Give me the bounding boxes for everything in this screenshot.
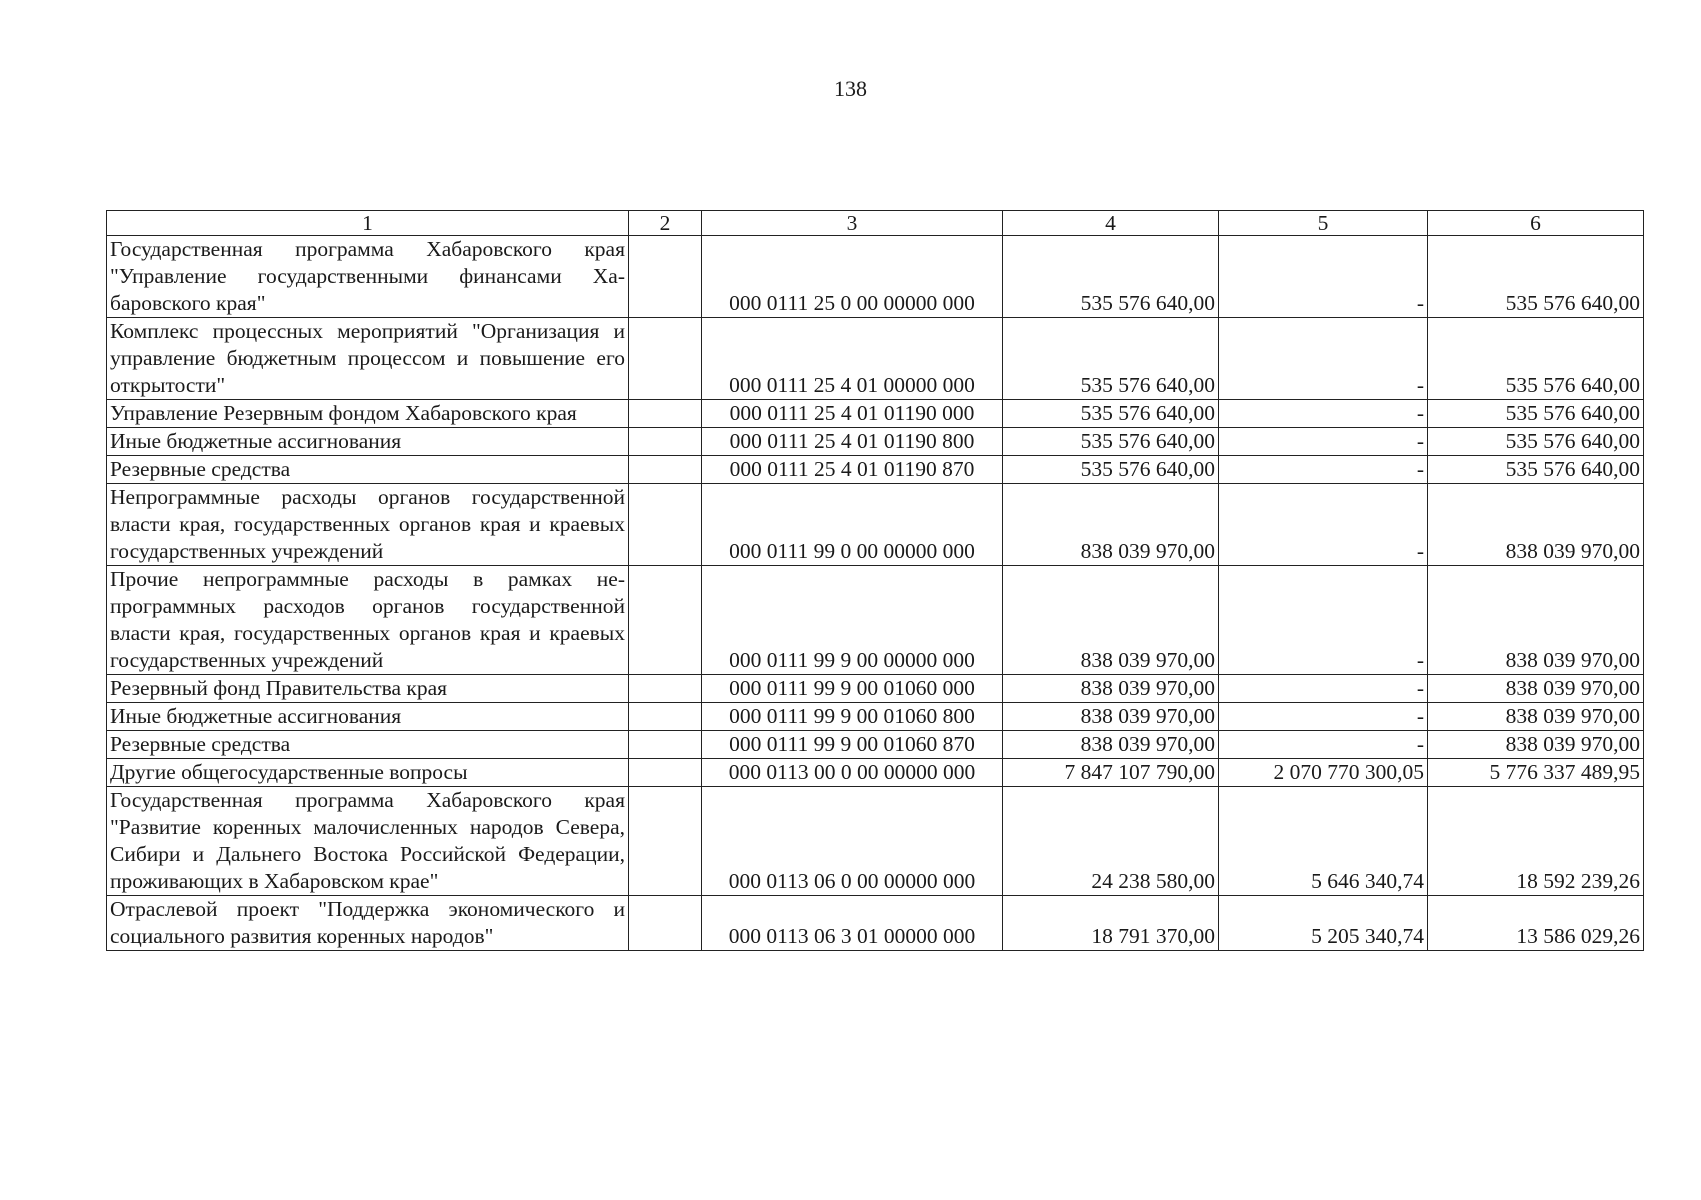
row-col5-cell: - [1219, 675, 1428, 703]
row-col6-cell: 5 776 337 489,95 [1428, 759, 1644, 787]
row-col6-cell: 838 039 970,00 [1428, 566, 1644, 675]
row-col5-cell: - [1219, 456, 1428, 484]
row-col5-cell: - [1219, 400, 1428, 428]
row-col5-cell: - [1219, 236, 1428, 318]
row-col4-cell: 838 039 970,00 [1003, 484, 1219, 566]
table-row [107, 484, 1644, 566]
table-row [107, 759, 1644, 787]
column-header-6: 6 [1428, 211, 1644, 236]
row-col6-cell: 535 576 640,00 [1428, 456, 1644, 484]
row-col2-cell [629, 456, 702, 484]
row-col6-cell: 838 039 970,00 [1428, 675, 1644, 703]
row-name-cell: Прочие непрограммные расходы в рамках непрограммных расходов органов государственной власти края, государственных органов края и краевых государственных учреждений [107, 566, 629, 675]
row-col4-cell: 838 039 970,00 [1003, 566, 1219, 675]
row-col5-cell: - [1219, 428, 1428, 456]
column-header-5: 5 [1219, 211, 1428, 236]
budget-table-container [106, 210, 1643, 951]
budget-table [106, 210, 1644, 951]
column-header-2: 2 [629, 211, 702, 236]
row-code-cell: 000 0111 99 0 00 00000 000 [702, 484, 1003, 566]
row-name-cell: Государственная программа Хабаровского края "Развитие коренных малочисленных народов Севера, Сибири и Дальнего Востока Российской Федерации, проживающих в Хабаровском крае" [107, 787, 629, 896]
table-row [107, 428, 1644, 456]
column-header-4: 4 [1003, 211, 1219, 236]
row-col4-cell: 18 791 370,00 [1003, 896, 1219, 951]
page-number: 138 [834, 76, 867, 101]
row-col2-cell [629, 896, 702, 951]
row-name-cell: Комплекс процессных мероприятий "Организация и управление бюджетным процессом и повышение его открытости" [107, 318, 629, 400]
row-name-cell: Резервные средства [107, 731, 629, 759]
table-row [107, 400, 1644, 428]
row-col5-cell: - [1219, 731, 1428, 759]
row-col4-cell: 838 039 970,00 [1003, 731, 1219, 759]
row-name-cell: Другие общегосударственные вопросы [107, 759, 629, 787]
row-col6-cell: 18 592 239,26 [1428, 787, 1644, 896]
row-col4-cell: 535 576 640,00 [1003, 400, 1219, 428]
row-col2-cell [629, 566, 702, 675]
row-code-cell: 000 0111 25 4 01 01190 800 [702, 428, 1003, 456]
row-name-cell: Резервные средства [107, 456, 629, 484]
row-code-cell: 000 0111 99 9 00 01060 800 [702, 703, 1003, 731]
row-col6-cell: 535 576 640,00 [1428, 400, 1644, 428]
row-code-cell: 000 0113 06 0 00 00000 000 [702, 787, 1003, 896]
row-col5-cell: 5 646 340,74 [1219, 787, 1428, 896]
row-col4-cell: 535 576 640,00 [1003, 456, 1219, 484]
row-name-cell: Управление Резервным фондом Хабаровского края [107, 400, 629, 428]
row-col6-cell: 13 586 029,26 [1428, 896, 1644, 951]
row-col5-cell: - [1219, 484, 1428, 566]
row-col4-cell: 24 238 580,00 [1003, 787, 1219, 896]
row-col2-cell [629, 236, 702, 318]
row-col6-cell: 535 576 640,00 [1428, 318, 1644, 400]
row-code-cell: 000 0111 99 9 00 01060 000 [702, 675, 1003, 703]
row-col2-cell [629, 484, 702, 566]
row-code-cell: 000 0113 06 3 01 00000 000 [702, 896, 1003, 951]
table-row [107, 236, 1644, 318]
row-col2-cell [629, 759, 702, 787]
table-row [107, 731, 1644, 759]
row-col2-cell [629, 731, 702, 759]
row-col4-cell: 535 576 640,00 [1003, 428, 1219, 456]
row-col5-cell: - [1219, 703, 1428, 731]
row-code-cell: 000 0111 25 0 00 00000 000 [702, 236, 1003, 318]
row-name-cell: Отраслевой проект "Поддержка экономического и социального развития коренных народов" [107, 896, 629, 951]
column-header-1: 1 [107, 211, 629, 236]
row-code-cell: 000 0111 25 4 01 01190 870 [702, 456, 1003, 484]
row-col4-cell: 7 847 107 790,00 [1003, 759, 1219, 787]
row-col5-cell: 5 205 340,74 [1219, 896, 1428, 951]
table-row [107, 566, 1644, 675]
row-col6-cell: 535 576 640,00 [1428, 236, 1644, 318]
table-body [107, 236, 1644, 951]
row-col2-cell [629, 703, 702, 731]
row-col5-cell: 2 070 770 300,05 [1219, 759, 1428, 787]
row-col6-cell: 535 576 640,00 [1428, 428, 1644, 456]
table-row [107, 675, 1644, 703]
row-col2-cell [629, 318, 702, 400]
row-col4-cell: 838 039 970,00 [1003, 703, 1219, 731]
row-col2-cell [629, 787, 702, 896]
table-row [107, 787, 1644, 896]
row-name-cell: Государственная программа Хабаровского края "Управление государственными финансами Хабаровского края" [107, 236, 629, 318]
row-col6-cell: 838 039 970,00 [1428, 703, 1644, 731]
row-name-cell: Резервный фонд Правительства края [107, 675, 629, 703]
table-row [107, 456, 1644, 484]
table-row [107, 703, 1644, 731]
row-code-cell: 000 0111 99 9 00 01060 870 [702, 731, 1003, 759]
header-row [107, 211, 1644, 236]
row-name-cell: Непрограммные расходы органов государственной власти края, государственных органов края и краевых государственных учреждений [107, 484, 629, 566]
row-code-cell: 000 0111 25 4 01 01190 000 [702, 400, 1003, 428]
row-col6-cell: 838 039 970,00 [1428, 731, 1644, 759]
column-header-3: 3 [702, 211, 1003, 236]
row-col5-cell: - [1219, 566, 1428, 675]
row-code-cell: 000 0113 00 0 00 00000 000 [702, 759, 1003, 787]
row-name-cell: Иные бюджетные ассигнования [107, 703, 629, 731]
row-col6-cell: 838 039 970,00 [1428, 484, 1644, 566]
row-code-cell: 000 0111 25 4 01 00000 000 [702, 318, 1003, 400]
row-col4-cell: 535 576 640,00 [1003, 236, 1219, 318]
table-row [107, 318, 1644, 400]
row-col4-cell: 838 039 970,00 [1003, 675, 1219, 703]
row-col2-cell [629, 675, 702, 703]
row-col2-cell [629, 400, 702, 428]
row-code-cell: 000 0111 99 9 00 00000 000 [702, 566, 1003, 675]
row-col5-cell: - [1219, 318, 1428, 400]
row-col2-cell [629, 428, 702, 456]
row-col4-cell: 535 576 640,00 [1003, 318, 1219, 400]
table-row [107, 896, 1644, 951]
row-name-cell: Иные бюджетные ассигнования [107, 428, 629, 456]
